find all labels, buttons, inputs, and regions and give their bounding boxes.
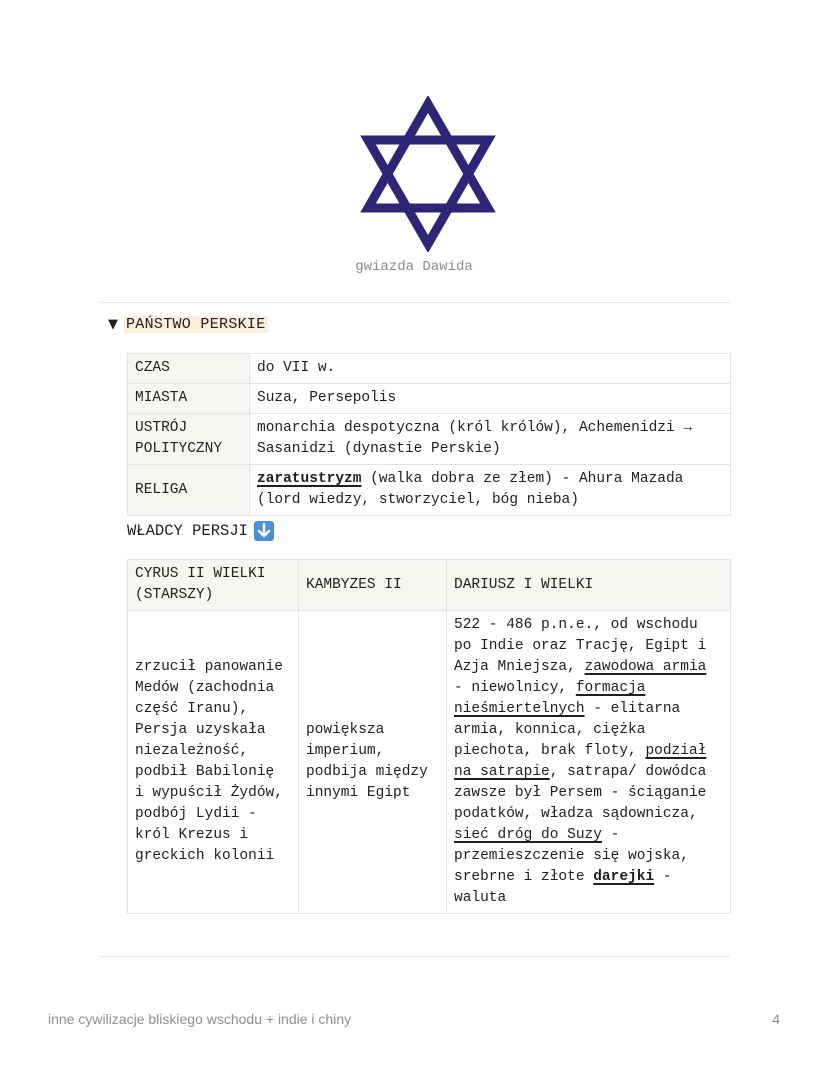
divider [98, 956, 730, 957]
column-header: CYRUS II WIELKI (STARSZY) [128, 560, 299, 611]
religion-term: zaratustryzm [257, 471, 362, 487]
text-fragment: - przemieszczenie się wojska, srebrne i złote [454, 827, 689, 885]
rulers-table [127, 559, 731, 914]
kambyzes-cell: powiększa imperium, podbija między innymi Egipt [299, 611, 447, 914]
underlined-term: formacja nieśmiertelnych [454, 680, 646, 717]
row-label: CZAS [128, 354, 250, 384]
info-table [127, 353, 731, 516]
divider [98, 302, 730, 303]
text-fragment: 522 - 486 p.n.e., od wschodu po Indie oraz Trację, Egipt i Azja Mniejsza, [454, 617, 707, 675]
underlined-term: podział na satrapie [454, 743, 707, 780]
row-value: Suza, Persepolis [250, 384, 731, 414]
section-title: PAŃSTWO PERSKIE [126, 316, 266, 333]
text-fragment: - elitarna armia, konnica, ciężka piechota, brak floty, [454, 701, 681, 759]
text-fragment: - niewolnicy, [454, 680, 576, 696]
rulers-heading [127, 521, 274, 541]
table-header-row [128, 560, 731, 611]
toggle-triangle-icon[interactable]: ▼ [108, 317, 118, 332]
row-label: RELIGA [128, 465, 250, 516]
footer-title: inne cywilizacje bliskiego wschodu + indie i chiny [48, 1011, 352, 1027]
image-caption: gwiazda Dawida [355, 259, 473, 275]
row-label: USTRÓJ POLITYCZNY [128, 414, 250, 465]
religion-description: (walka dobra ze złem) - Ahura Mazada (lord wiedzy, stworzyciel, bóg nieba) [257, 471, 684, 508]
column-header: KAMBYZES II [299, 560, 447, 611]
column-header: DARIUSZ I WIELKI [447, 560, 731, 611]
row-value: monarchia despotyczna (król królów), Achemenidzi → Sasanidzi (dynastie Perskie) [250, 414, 731, 465]
row-value [250, 465, 731, 516]
underlined-term: sieć dróg do Suzy [454, 827, 602, 843]
cyrus-cell: zrzucił panowanie Medów (zachodnia część Iranu), Persja uzyskała niezależność, podbił Babilonię i wypuścił Żydów, podbój Lydii - król Krezus i greckich kolonii [128, 611, 299, 914]
page-number: 4 [772, 1011, 780, 1027]
down-arrow-icon [254, 521, 274, 541]
text-fragment: - waluta [454, 869, 672, 906]
text-fragment: , satrapa/ dowódca zawsze był Persem - ściąganie podatków, władza sądownicza, [454, 764, 707, 822]
table-row [128, 465, 731, 516]
star-of-david-icon [358, 96, 498, 252]
underlined-term: zawodowa armia [584, 659, 707, 675]
table-row [128, 354, 731, 384]
table-row [128, 414, 731, 465]
row-value: do VII w. [250, 354, 731, 384]
bold-term: darejki [593, 869, 655, 885]
section-toggle[interactable] [108, 316, 268, 333]
table-row [128, 384, 731, 414]
rulers-heading-text: WŁADCY PERSJI [127, 522, 248, 540]
row-label: MIASTA [128, 384, 250, 414]
dariusz-cell [447, 611, 731, 914]
table-row [128, 611, 731, 914]
